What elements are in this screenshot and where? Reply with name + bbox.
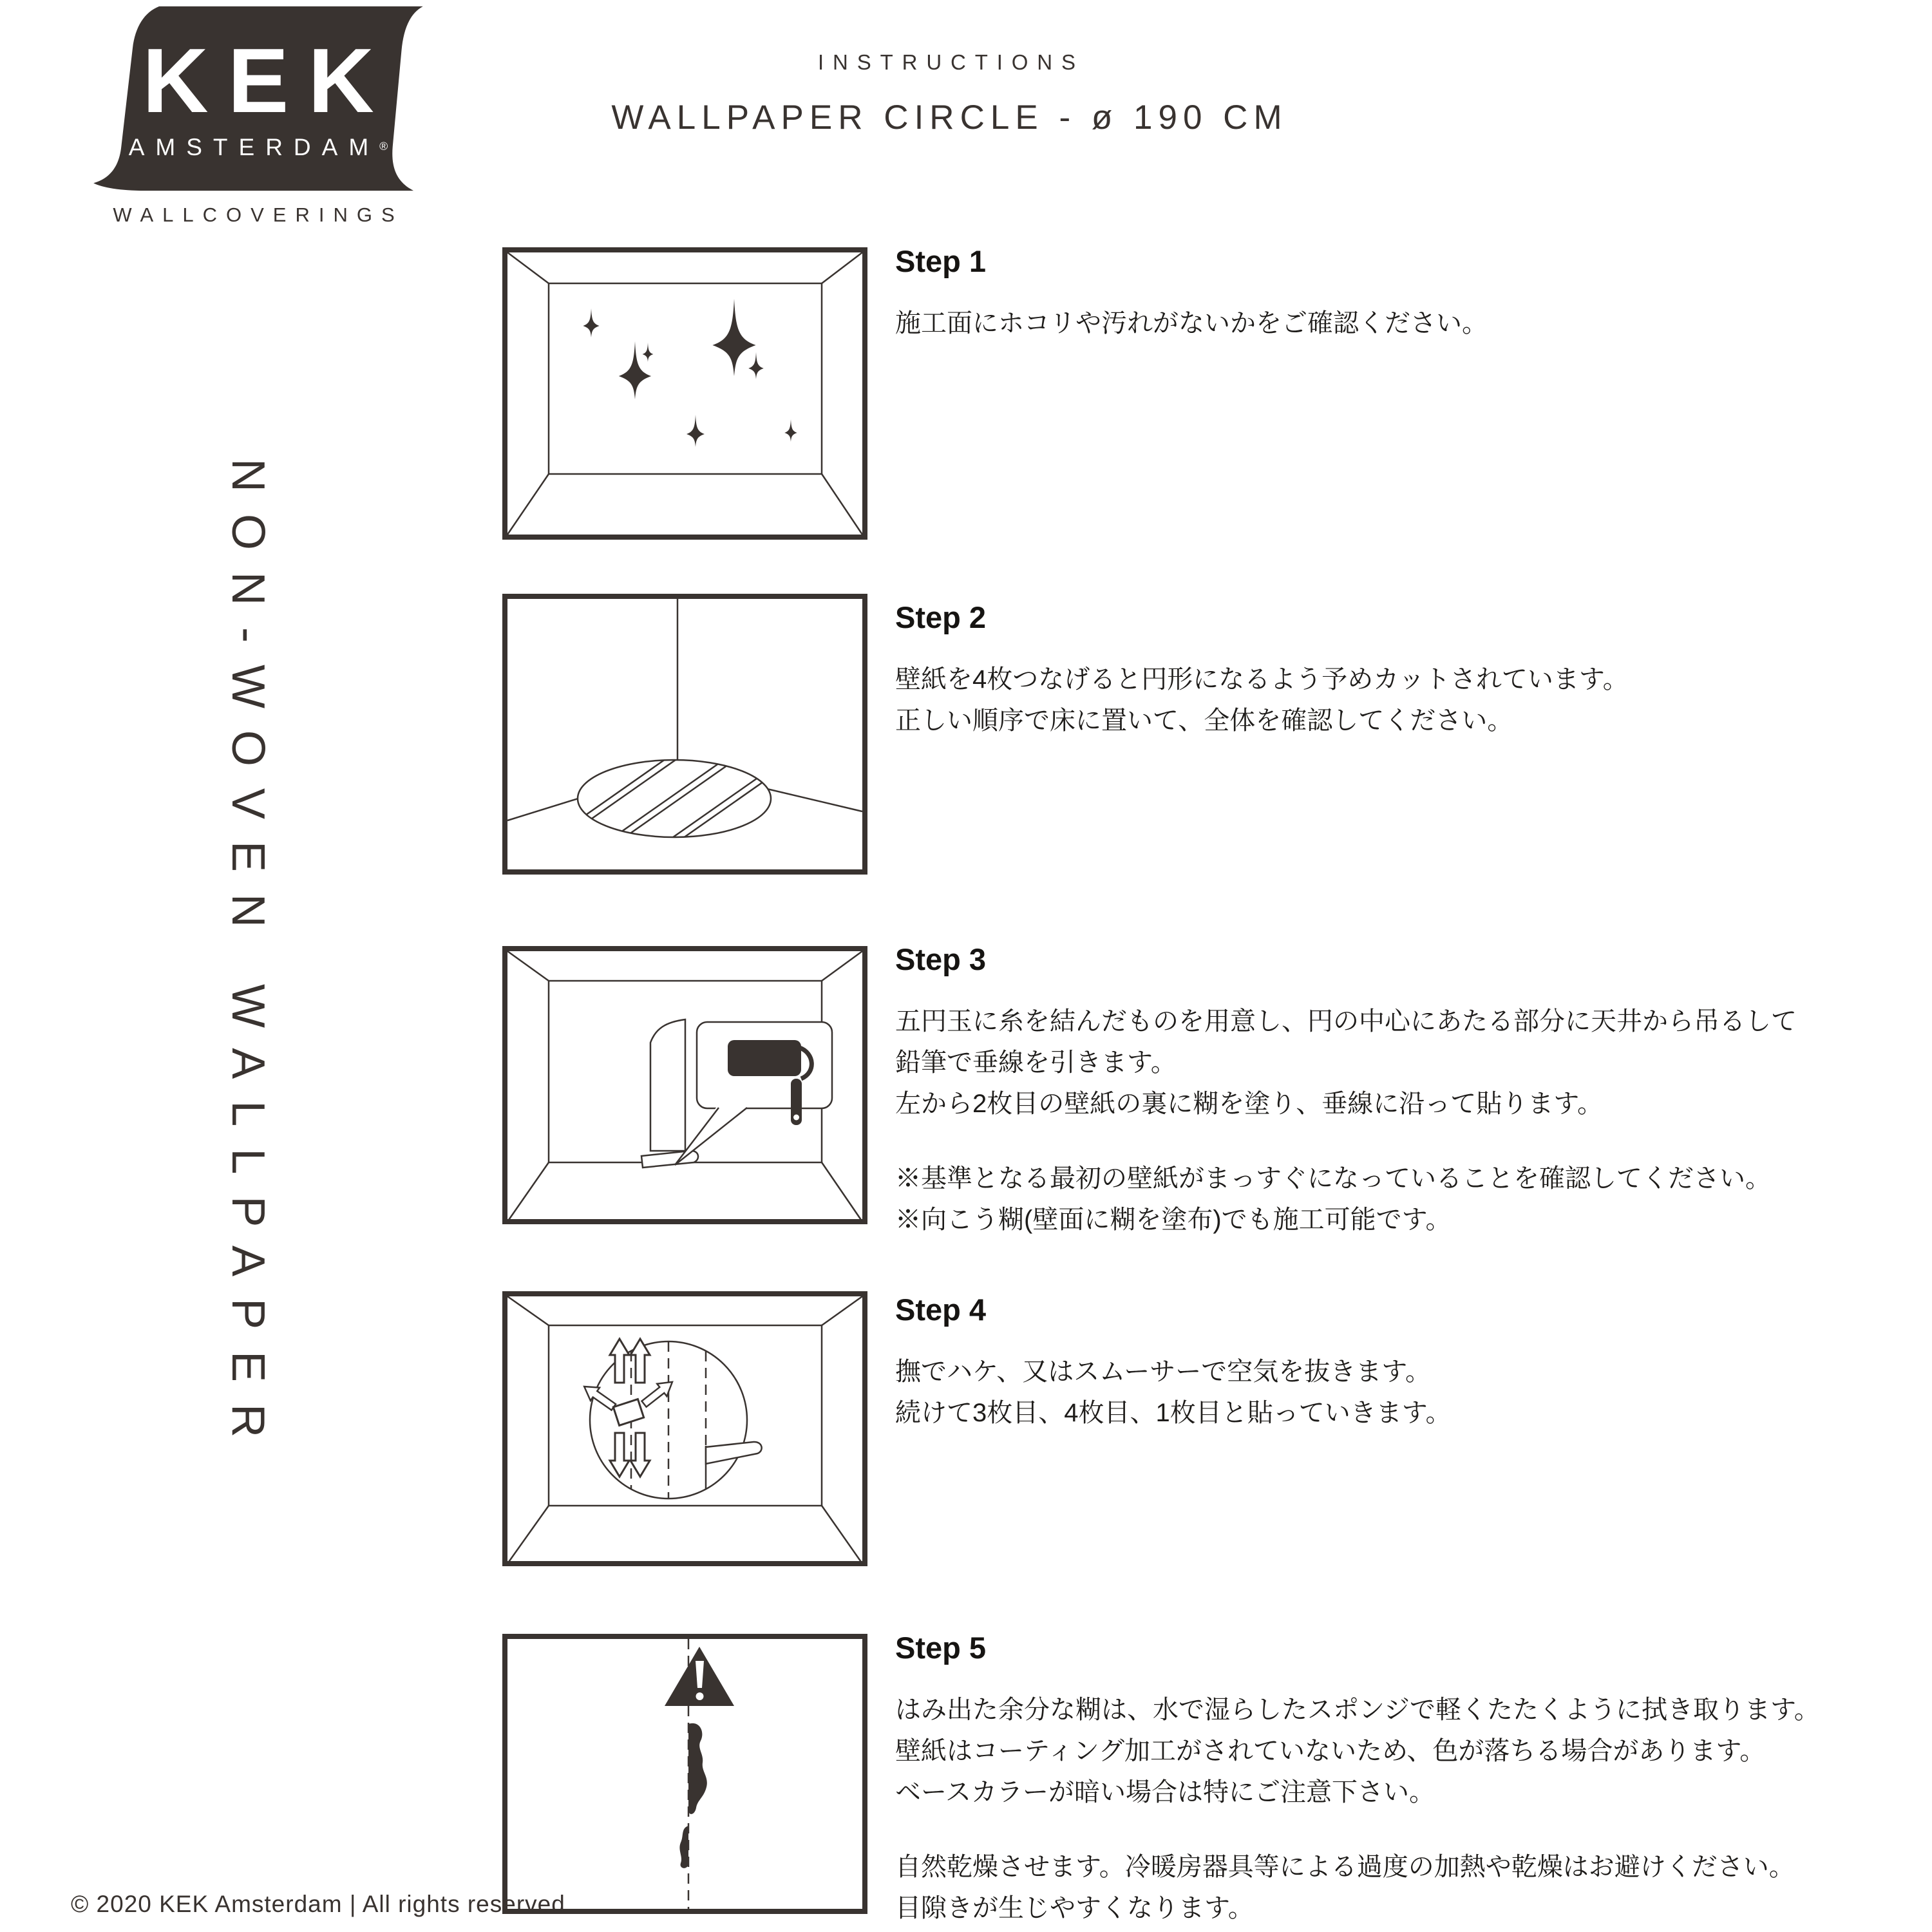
step-1-heading: Step 1	[895, 244, 987, 278]
step-note-line: 自然乾燥させます。冷暖房器具等による過度の加熱や乾燥はお避けください。	[895, 1853, 1795, 1881]
step-body-line: 正しい順序で床に置いて、全体を確認してください。	[895, 706, 1513, 735]
step-body-line: 壁紙を4枚つなげると円形になるよう予めカットされています。	[895, 665, 1629, 694]
step-5-heading: Step 5	[895, 1631, 987, 1665]
sidebar-vertical-label: NON-WOVEN WALLPAPER	[222, 459, 274, 1460]
step-note-line: ※向こう糊(壁面に糊を塗布)でも施工可能です。	[895, 1206, 1452, 1234]
step-note-line: ※基準となる最初の壁紙がまっすぐになっていることを確認してください。	[895, 1164, 1771, 1193]
step-1-text	[895, 245, 1913, 344]
page-title: WALLPAPER CIRCLE - ø 190 CM	[611, 99, 1288, 137]
step-5-text	[895, 1631, 1913, 1929]
step-2-heading: Step 2	[895, 600, 987, 634]
logo-subtitle-text: AMSTERDAM	[128, 134, 380, 160]
copyright-footer: © 2020 KEK Amsterdam | All rights reserved	[71, 1891, 565, 1917]
paste-roller-first-panel-icon	[502, 946, 867, 1224]
step-body-line: ベースカラーが暗い場合は特にご注意下さい。	[895, 1778, 1435, 1806]
step-note-line: 目隙きが生じやすくなります。	[895, 1894, 1254, 1922]
step-body-line: 施工面にホコリや汚れがないかをご確認ください。	[895, 309, 1488, 337]
step-3-text	[895, 943, 1913, 1240]
step-body-line: 壁紙はコーティング加工がされていないため、色が落ちる場合があります。	[895, 1737, 1766, 1765]
step-body-line: 続けて3枚目、4枚目、1枚目と貼っていきます。	[895, 1399, 1452, 1427]
step-4-text	[895, 1293, 1913, 1434]
wallpaper-strip	[650, 1019, 685, 1151]
logo-subtitle	[81, 134, 435, 161]
smooth-air-out-icon	[502, 1291, 867, 1566]
wipe-glue-warning-icon	[502, 1634, 867, 1914]
header-eyebrow: INSTRUCTIONS	[818, 50, 1084, 74]
logo-brand: KEK	[142, 30, 393, 132]
step-body-line: 五円玉に糸を結んだものを用意し、円の中心にあたる部分に天井から吊るして	[895, 1007, 1797, 1036]
clean-wall-sparkles-icon	[502, 247, 867, 540]
step-3-notes	[895, 1158, 1913, 1240]
step-5-notes	[895, 1846, 1913, 1929]
registered-mark: ®	[379, 140, 399, 153]
step-3-heading: Step 3	[895, 942, 987, 976]
step-body-line: 撫でハケ、又はスムーサーで空気を抜きます。	[895, 1358, 1431, 1386]
step-body-line: 左から2枚目の壁紙の裏に糊を塗り、垂線に沿って貼ります。	[895, 1090, 1604, 1118]
kek-logo	[81, 4, 435, 193]
step-4-heading: Step 4	[895, 1293, 987, 1327]
step-body-line: 鉛筆で垂線を引きます。	[895, 1048, 1177, 1077]
document-header	[567, 50, 1327, 137]
logo-tagline: WALLCOVERINGS	[113, 204, 404, 226]
step-body-line: はみ出た余分な糊は、水で湿らしたスポンジで軽くたたくように拭き取ります。	[895, 1696, 1820, 1724]
circle-panels-on-floor-icon	[502, 594, 867, 875]
step-2-text	[895, 601, 1913, 741]
